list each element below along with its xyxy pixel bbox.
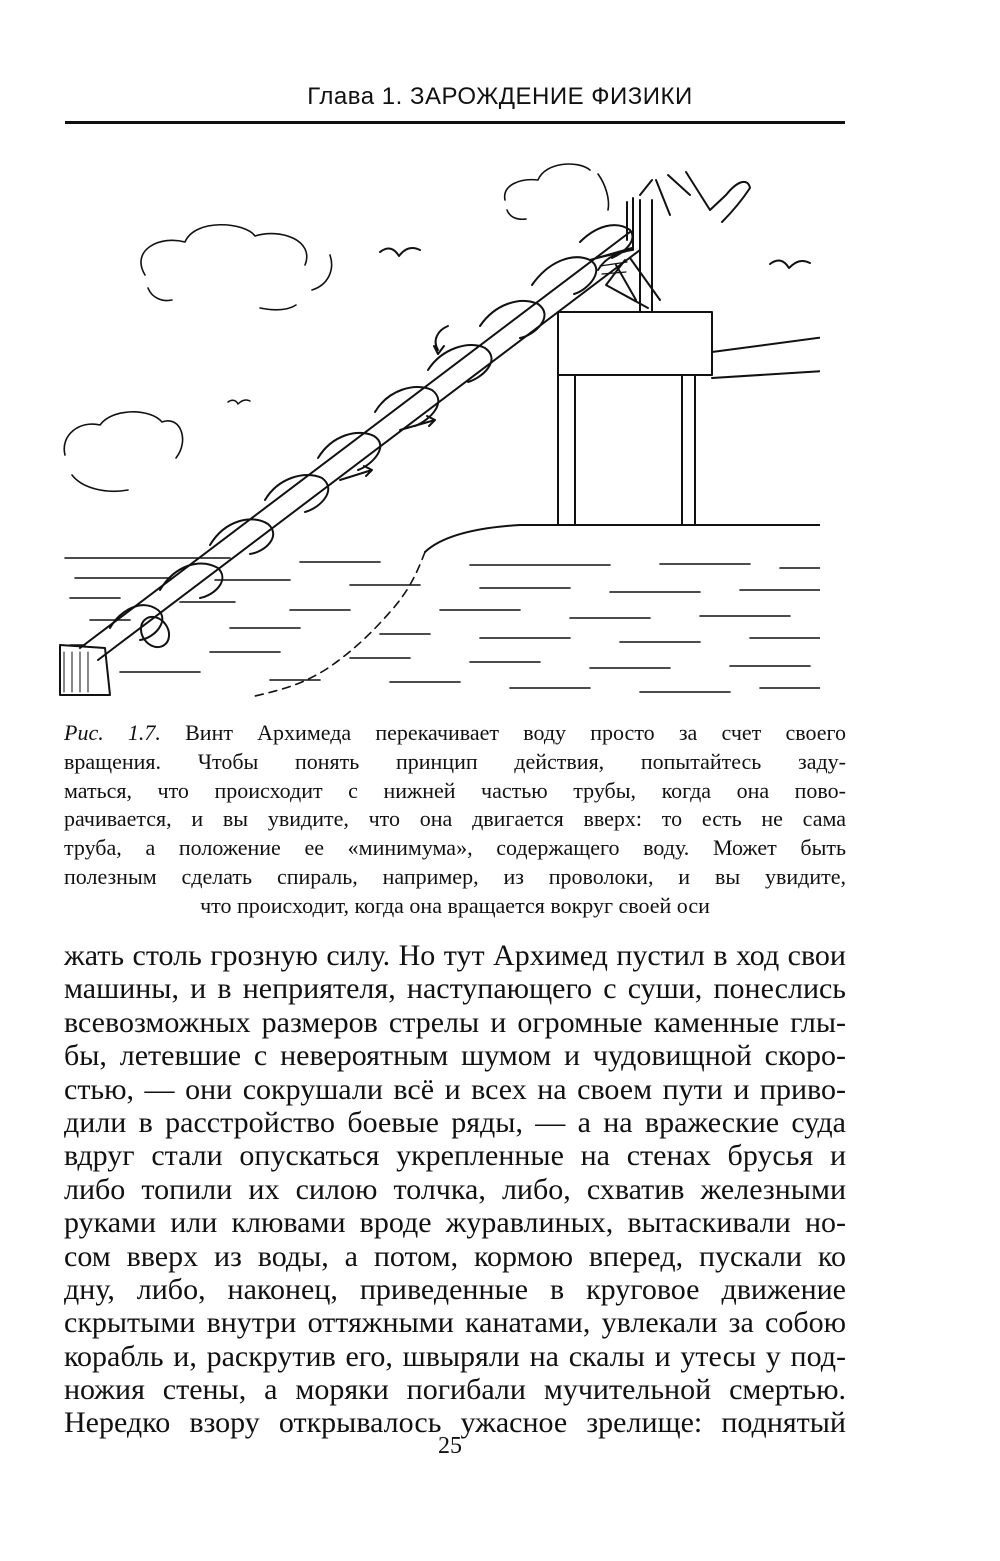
- body-line: стью, — они сокрушали всё и всех на своем пути и приво-: [64, 1072, 846, 1106]
- body-line: Нередко взору открывалось ужасное зрелище: поднятый: [64, 1406, 846, 1440]
- cloud-icon: [141, 225, 332, 310]
- body-line: корабль и, раскрутив его, швыряли на скалы и утесы у под-: [64, 1339, 846, 1373]
- cloud-icon: [64, 412, 182, 491]
- body-line: всевозможных размеров стрелы и огромные каменные глы-: [64, 1005, 846, 1039]
- body-line: руками или клювами вроде журавлиных, вытаскивали но-: [64, 1206, 846, 1240]
- water-lines: [65, 558, 820, 692]
- caption-line: вращения. Чтобы понять принцип действия, попытайтесь заду-: [64, 748, 846, 774]
- archimedes-screw-illustration: [50, 140, 820, 705]
- header-rule: [65, 121, 845, 124]
- body-line: машины, и в неприятеля, наступающего с суши, понеслись: [64, 972, 846, 1006]
- body-line: дили в расстройство боевые ряды, — а на вражеские суда: [64, 1105, 846, 1139]
- caption-line: что происходит, когда она вращается вокруг своей оси: [200, 892, 710, 918]
- caption-line-text: Винт Архимеда перекачивает воду просто за счет своего: [160, 720, 847, 745]
- figure-label: Рис. 1.7.: [64, 720, 161, 745]
- page-number: 25: [438, 1433, 462, 1459]
- body-text: [64, 939, 846, 1440]
- caption-line: труба, а положение ее «минимума», содержащего воду. Может быть: [64, 835, 846, 861]
- body-line: ножия стены, а моряки погибали мучительной смертью.: [64, 1373, 846, 1407]
- body-line: вдруг стали опускаться укрепленные на стенах брусья и: [64, 1139, 846, 1173]
- body-line: бы, летевшие с невероятным шумом и чудовищной скоро-: [64, 1039, 846, 1073]
- body-line: либо топили их силою толчка, либо, схватив железными: [64, 1172, 846, 1206]
- bird-icon: [228, 400, 250, 404]
- bird-icon: [380, 248, 420, 256]
- screw-tube: [80, 225, 640, 660]
- body-line: дну, либо, наконец, приведенные в круговое движение: [64, 1272, 846, 1306]
- caption-line: маться, что происходит с нижней частью трубы, когда она пово-: [64, 777, 846, 803]
- shore-line: [425, 525, 820, 552]
- figure-caption: [64, 719, 846, 921]
- cloud-icon: [505, 164, 609, 219]
- ground-block-icon: [60, 645, 110, 695]
- caption-line: полезным сделать спираль, например, из проволоки, и вы увидите,: [64, 863, 846, 889]
- bird-icon: [770, 261, 810, 268]
- body-line: скрытыми внутри оттяжными канатами, увлекали за собою: [64, 1306, 846, 1340]
- caption-line: [64, 719, 846, 748]
- arrow-icon: [434, 326, 448, 354]
- tower-icon: [558, 172, 820, 525]
- body-line: жать столь грозную силу. Но тут Архимед пустил в ход свои: [64, 939, 846, 972]
- caption-line: рачивается, и вы увидите, что она двигается вверх: то есть не сама: [64, 806, 846, 832]
- running-head: Глава 1. ЗАРОЖДЕНИЕ ФИЗИКИ: [307, 83, 693, 110]
- body-line: сом вверх из воды, а потом, кормою вперед, пускали ко: [64, 1239, 846, 1273]
